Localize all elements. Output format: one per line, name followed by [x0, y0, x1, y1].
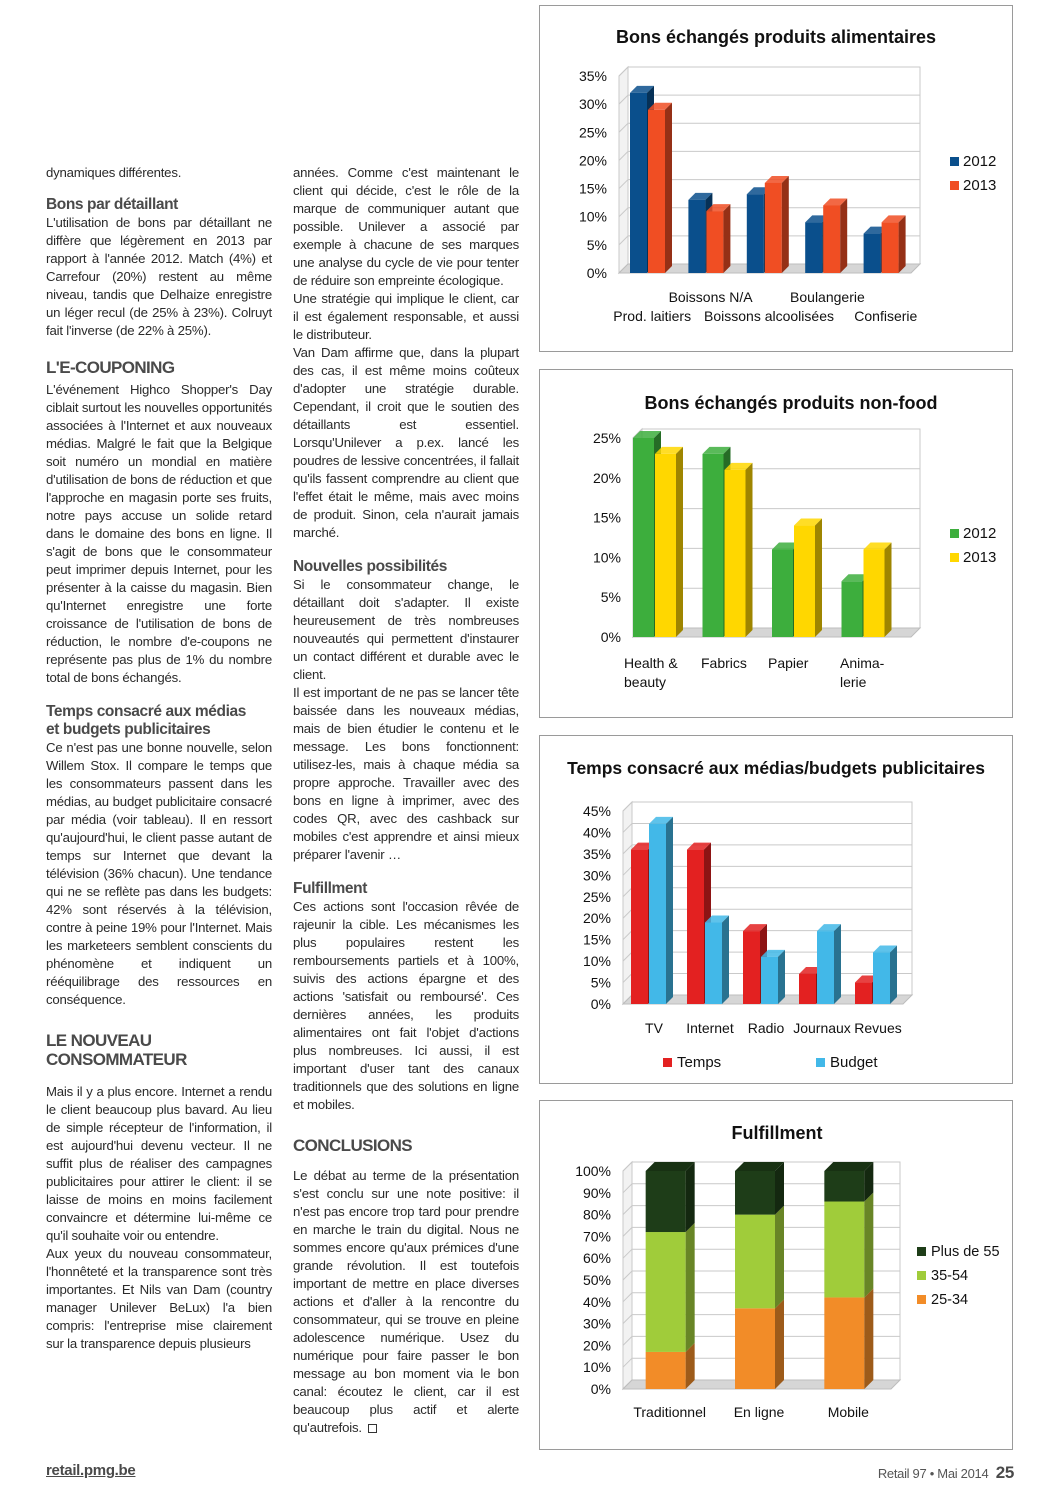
y-tick-label: 20% — [582, 910, 611, 927]
article-column-2 — [293, 164, 519, 1437]
legend-label: 25-34 — [931, 1292, 969, 1308]
legend-label: Plus de 55 — [931, 1244, 1000, 1260]
x-tick-label: Papier — [768, 655, 809, 671]
stack-segment — [735, 1308, 775, 1389]
stack-segment-side — [775, 1162, 784, 1215]
heading-nouveau-consommateur — [46, 1031, 272, 1069]
stack-segment — [735, 1215, 775, 1309]
chart-side-wall — [619, 67, 628, 273]
y-tick-label: 50% — [582, 1272, 611, 1288]
bar — [703, 454, 724, 637]
x-tick-label: Boulangerie — [790, 289, 865, 305]
y-tick-label: 0% — [600, 629, 621, 645]
legend-label: 35-54 — [931, 1268, 969, 1284]
legend-label: 2013 — [963, 177, 997, 194]
stack-segment — [824, 1202, 864, 1298]
bar-side — [778, 950, 785, 1004]
chart-fulfillment-svg — [540, 1101, 1014, 1451]
paragraph — [293, 1167, 519, 1437]
bar — [633, 438, 654, 637]
y-tick-label: 20% — [578, 152, 607, 169]
y-tick-label: 30% — [582, 1315, 611, 1332]
chart-nonfood-svg — [540, 370, 1014, 719]
bar-side — [782, 176, 789, 273]
bar — [687, 850, 704, 1004]
y-tick-label: 90% — [582, 1184, 611, 1201]
bar — [688, 200, 705, 273]
y-tick-label: 30% — [578, 96, 607, 113]
chart-nonfood-vouchers — [539, 369, 1013, 718]
legend-label: Budget — [830, 1054, 878, 1071]
stack-segment-side — [775, 1206, 784, 1309]
heading-bons-par-detaillant: Bons par détaillant — [46, 196, 178, 213]
legend-label: 2012 — [963, 525, 997, 542]
bar — [864, 234, 881, 273]
legend-swatch — [917, 1295, 926, 1304]
bar — [794, 526, 815, 637]
chart-title: Temps consacré aux médias/budgets publicitaires — [567, 758, 985, 778]
bar-side — [676, 447, 683, 637]
chart-fulfillment — [539, 1100, 1013, 1450]
paragraph: Ces actions sont l'occasion rêvée de rajeunir la cible. Les mécanismes les plus populaires restent les remboursements partiels et à 100%, suivis des actions épargne et des actions 'satisfait ou remboursé'. Ces dernières années, les produits alimentaires ont fait l'objet d'actions plus nombreuses. Ici aussi, il est important d'user tant des canaux traditionnels que des solutions en ligne et mobiles. — [293, 899, 519, 1112]
bar — [743, 931, 760, 1004]
y-tick-label: 45% — [582, 803, 611, 819]
bar — [817, 931, 834, 1004]
bar — [823, 205, 840, 273]
y-tick-label: 5% — [600, 589, 621, 606]
x-tick-label: Anima- — [840, 655, 885, 671]
stack-segment — [646, 1232, 686, 1352]
site-link[interactable]: retail.pmg.be — [46, 1462, 136, 1479]
x-tick-label: Boissons N/A — [668, 289, 753, 305]
x-tick-label: Mobile — [827, 1404, 869, 1420]
bar — [649, 824, 666, 1004]
paragraph-text: Le débat au terme de la présentation s'est conclu sur une note positive: il n'est pas encore trop tard pour prendre en marche le train du digital. Nous ne sommes encore qu'aux prémices d'une grande révolution. Il est toutefois important de mettre en place diverses actions et d'aller à la rencontre du consommateur, qui se trouve en pleine adolescence numérique. Usez du numérique pour faire passer le bon message au bon moment via le bon canal: écoutez le client, car il est beaucoup plus actif et alerte qu'autrefois. — [293, 1168, 519, 1435]
bar-side — [815, 519, 822, 637]
stack-segment-side — [864, 1193, 873, 1298]
bar — [799, 974, 816, 1004]
x-tick-label: lerie — [840, 674, 867, 690]
bar — [761, 957, 778, 1004]
x-tick-label: Radio — [747, 1020, 785, 1036]
paragraph: Aux yeux du nouveau consommateur, l'honnêteté et la transparence sont très importantes. Et Nils van Dam (country manager Unilever BeLux) l'a bien compris: l'entreprise mise clairement sur la transparence depuis plusieurs — [46, 1246, 272, 1351]
y-tick-label: 35% — [578, 68, 607, 84]
legend-swatch — [950, 553, 959, 562]
page-number: 25 — [995, 1463, 1014, 1482]
bar — [842, 581, 863, 637]
bar-side — [899, 215, 906, 273]
bar — [864, 549, 885, 637]
y-tick-label: 25% — [592, 430, 621, 446]
y-tick-label: 10% — [582, 953, 611, 970]
y-tick-label: 20% — [592, 469, 621, 486]
y-tick-label: 10% — [582, 1359, 611, 1376]
legend-label: 2012 — [963, 153, 997, 170]
heading-temps-medias — [46, 703, 272, 739]
end-mark-icon — [368, 1424, 377, 1433]
heading-conclusions: CONCLUSIONS — [293, 1136, 413, 1155]
bar — [882, 222, 899, 273]
y-tick-label: 15% — [582, 931, 611, 948]
chart-food-vouchers — [539, 5, 1013, 352]
bar — [855, 983, 872, 1004]
y-tick-label: 80% — [582, 1206, 611, 1223]
y-tick-label: 40% — [582, 1293, 611, 1310]
bar-side — [666, 817, 673, 1004]
heading-nouvelles-possibilites: Nouvelles possibilités — [293, 558, 448, 575]
chart-title: Bons échangés produits alimentaires — [615, 27, 937, 47]
x-tick-label: Traditionnel — [633, 1404, 706, 1420]
y-tick-label: 35% — [582, 845, 611, 862]
paragraph: dynamiques différentes. — [46, 165, 182, 180]
x-tick-label: Revues — [854, 1020, 902, 1036]
heading-line: Temps consacré aux médias — [46, 703, 246, 720]
legend-swatch — [663, 1058, 672, 1067]
bar — [648, 110, 665, 273]
legend-label: Temps — [677, 1054, 722, 1071]
y-tick-label: 5% — [590, 974, 611, 991]
y-tick-label: 15% — [578, 180, 607, 197]
paragraph: L'utilisation de bons par détaillant ne diffère que légèrement en 2013 par rapport à l'année 2012. Match (4%) et Carrefour (20%) restent au même niveau, tandis que Delhaize enregistre un léger recul (de 25% à 23%). Colruyt fait l'inverse (de 22% à 25%). — [46, 215, 272, 338]
chart-title: Bons échangés produits non-food — [644, 393, 938, 413]
stack-segment-side — [686, 1162, 695, 1232]
paragraph: Une stratégie qui implique le client, car il est également responsable, et aussi le distributeur. — [293, 291, 519, 342]
heading-line: LE NOUVEAU — [46, 1031, 152, 1050]
x-tick-label: Prod. laitiers — [613, 308, 692, 324]
x-tick-label: Boissons alcoolisées — [704, 308, 834, 324]
x-tick-label: Journaux — [793, 1020, 851, 1036]
stack-segment — [824, 1297, 864, 1389]
x-tick-label: Health & — [624, 655, 678, 671]
chart-title: Fulfillment — [731, 1123, 823, 1143]
y-tick-label: 15% — [592, 509, 621, 526]
bar-side — [723, 204, 730, 273]
bar-side — [890, 946, 897, 1004]
y-tick-label: 20% — [582, 1337, 611, 1354]
bar-side — [746, 463, 753, 637]
chart-media-svg — [540, 736, 1014, 1085]
bar — [805, 222, 822, 273]
bar — [725, 470, 746, 637]
heading-line: CONSOMMATEUR — [46, 1050, 187, 1069]
x-tick-label: beauty — [624, 674, 667, 690]
bar-side — [722, 916, 729, 1004]
issue-label: Retail 97 • Mai 2014 — [877, 1466, 989, 1481]
bar — [706, 211, 723, 273]
x-tick-label: Internet — [686, 1020, 734, 1036]
heading-e-couponing: L'E-COUPONING — [46, 358, 175, 377]
heading-fulfillment: Fulfillment — [293, 880, 367, 897]
x-tick-label: TV — [645, 1020, 663, 1036]
paragraph: Van Dam affirme que, dans la plupart des cas, il est même moins coûteux d'adopter une stratégie durable. Cependant, il croit que le soutien des détaillants est essentiel. Lorsqu'Unilever a p.ex. lancé les poudres de lessive concentrées, il fallait qu'ils fassent comprendre au client que l'effet était le même, mais avec moins de produit. Sinon, cela n'aurait jamais marché. — [293, 345, 519, 540]
y-tick-label: 60% — [582, 1250, 611, 1267]
stack-segment-side — [775, 1299, 784, 1389]
y-tick-label: 0% — [590, 1381, 611, 1397]
y-tick-label: 25% — [582, 888, 611, 905]
legend-swatch — [950, 181, 959, 190]
bar — [747, 194, 764, 273]
y-tick-label: 70% — [582, 1228, 611, 1245]
bar — [631, 850, 648, 1004]
bar — [630, 93, 647, 273]
y-tick-label: 0% — [586, 265, 607, 281]
chart-food-svg — [540, 6, 1014, 353]
x-tick-label: Confiserie — [854, 308, 918, 324]
bar — [765, 183, 782, 273]
legend-label: 2013 — [963, 549, 997, 566]
paragraph: Ce n'est pas une bonne nouvelle, selon Willem Stox. Il compare le temps que les consommateurs passent dans les médias, au budget publicitaire consacré par média (voir tableau). Il en ressort qu'aujourd'hui, le client passe autant de temps sur Internet que devant la télévision (36% chacun). Une tendance qui ne se reflète pas dans les budgets: 42% sont réservés à la télévision, contre à peine 19% pour l'Internet. Mais les marketeers semblent conscients du phénomène et indiquent un rééquilibrage des ressources en conséquence. — [46, 740, 272, 1007]
y-tick-label: 30% — [582, 867, 611, 884]
bar — [873, 953, 890, 1004]
y-tick-label: 10% — [578, 208, 607, 225]
legend-swatch — [816, 1058, 825, 1067]
x-tick-label: Fabrics — [701, 655, 747, 671]
bar-side — [834, 924, 841, 1004]
stack-segment — [735, 1171, 775, 1215]
x-tick-label: En ligne — [733, 1404, 785, 1420]
chart-media-budget — [539, 735, 1013, 1084]
legend-swatch — [917, 1247, 926, 1256]
page-footer — [878, 1463, 1014, 1483]
y-tick-label: 5% — [586, 236, 607, 253]
legend-swatch — [950, 157, 959, 166]
article-column-1 — [46, 164, 272, 1353]
y-tick-label: 100% — [575, 1163, 611, 1179]
bar — [655, 454, 676, 637]
stack-segment — [824, 1171, 864, 1202]
y-tick-label: 0% — [590, 996, 611, 1012]
y-tick-label: 25% — [578, 124, 607, 141]
legend-swatch — [917, 1271, 926, 1280]
paragraph: L'événement Highco Shopper's Day ciblait surtout les nouvelles opportunités associées à l'Internet et aux nouveaux médias. Malgré le fait que la Belgique soit numéro un mondial en matière d'utilisation de bons de réduction et que l'approche en magasin porte ses fruits, notre pays accuse un solide retard dans le domaine des bons en ligne. Il s'agit de bons que le consommateur peut imprimer depuis Internet, pour les présenter à la caisse du magasin. Bien qu'Internet enregistre une forte croissance de l'utilisation de bons de réduction, le nombre d'e-coupons ne représente pas plus de 1% du nombre total de bons échangés. — [46, 382, 272, 685]
stack-segment-side — [864, 1288, 873, 1389]
stack-segment — [646, 1352, 686, 1389]
stack-segment — [646, 1171, 686, 1232]
heading-line: et budgets publicitaires — [46, 721, 211, 738]
bar-side — [840, 198, 847, 273]
paragraph: années. Comme c'est maintenant le client qui décide, c'est le rôle de la marque de communiquer autant que possible. Unilever a associé par exemple à chacune de ses marques une analyse du cycle de vie pour tenter de réduire son empreinte écologique. — [293, 165, 519, 288]
paragraph: Si le consommateur change, le détaillant doit s'adapter. Il existe heureusement de très nombreuses nouveautés qui permettent d'instaurer un contact différent et durable avec le client. — [293, 577, 519, 682]
y-tick-label: 10% — [592, 549, 621, 566]
stack-segment-side — [686, 1223, 695, 1352]
paragraph: Mais il y a plus encore. Internet a rendu le client beaucoup plus bavard. Au lieu de simple récepteur de l'information, il est aujourd'hui devenu vecteur. Il ne suffit plus de réaliser des campagnes publicitaires pour attirer le client: il se laisse de moins en moins facilement convaincre et détermine lui-même ce qu'il souhaite voir ou entendre. — [46, 1084, 272, 1243]
chart-side-wall — [623, 802, 632, 1004]
y-tick-label: 40% — [582, 824, 611, 841]
paragraph: Il est important de ne pas se lancer tête baissée dans les nouveaux médias, mais de bien étudier le contenu et le message. Les bons fonctionnent: utilisez-les, mais à chaque média sa propre approche. Travailler avec des bons en ligne à imprimer, avec des codes QR, avec des cashback sur mobiles c'est apprendre et ainsi mieux préparer l'avenir … — [293, 685, 519, 862]
bar-side — [665, 103, 672, 273]
bar — [705, 923, 722, 1004]
bar-side — [885, 542, 892, 637]
bar — [772, 549, 793, 637]
legend-swatch — [950, 529, 959, 538]
